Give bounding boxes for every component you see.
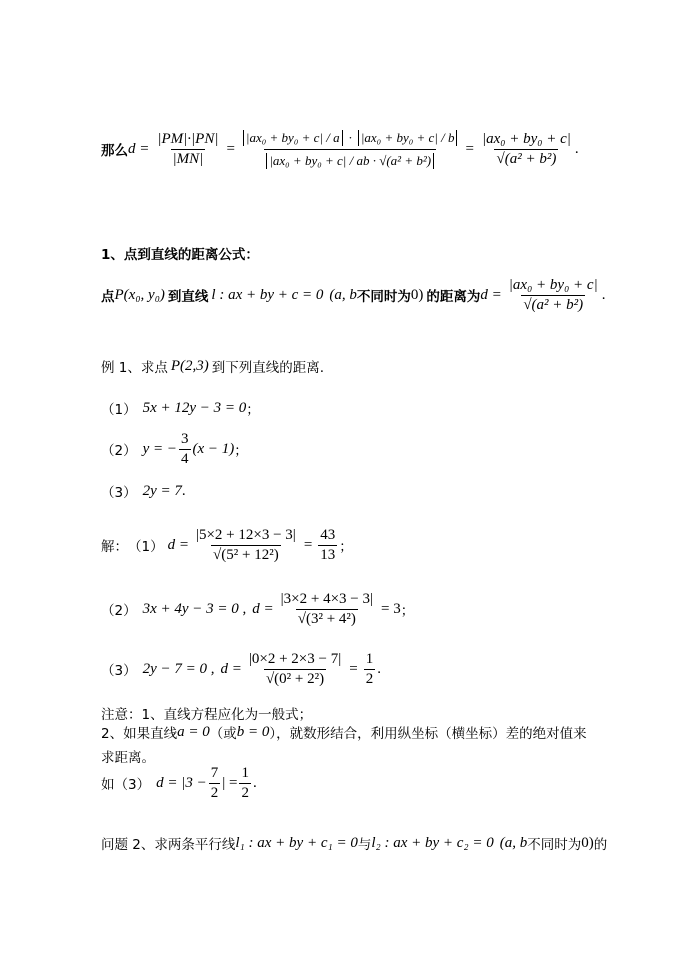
section1-heading: 1、点到直线的距离公式：	[101, 247, 259, 263]
point-p: P(x₀, y₀)	[114, 286, 165, 303]
example1-title: 例 1、求点 P(2,3) 到下列直线的距离.	[101, 357, 325, 376]
frac-pm-pn-over-mn: $\frac{|PM|\cdot|PN|}{|MN|}$	[157, 130, 219, 167]
derivation-prefix: 那么	[101, 143, 128, 159]
solution-item-3: （3） 2y − 7 = 0 , d = $\frac{|0\times 2 + 2\times 3 - 7|}{\text{√(0² + 2²)}}$ = $\frac{1}{2}$ .	[101, 650, 381, 687]
section1-statement: 点 P(x₀, y₀) 到直线 l : ax + by + c = 0 (a, b 不同时为 0) 的距离为 d = $\frac{\text{|ax₀ + by₀ + c|}}{\text{√(a² + b²)}}$ .	[101, 276, 606, 313]
frac-result: $\frac{\text{|ax₀ + by₀ + c|}}{\text{√(a² + b²)}}$	[481, 130, 571, 167]
example-item-2: （2） y = − $\frac{3}{4}$ (x − 1) ；	[101, 430, 248, 467]
example-item-3: （3） 2y = 7 .	[101, 482, 186, 501]
line-l: l : ax + by + c = 0	[211, 286, 324, 303]
note-line-1: 注意：1、直线方程应化为一般式；	[101, 707, 313, 723]
derivation-lhs: d =	[128, 140, 150, 157]
solution-item-2: （2） 3x + 4y − 3 = 0 , d = $\frac{|3\times 2 + 4\times 3 - 3|}{\text{√(3² + 4²)}}$ = 3 ；	[101, 590, 415, 627]
derivation-line: 那么 d = $\frac{|PM|\cdot|PN|}{|MN|}$ = |ax₀ + by₀ + c| / a · |ax₀ + by₀ + c| / b |ax₀ + by₀ + c| / ab · √(a² + b²) = $\frac{\text{|ax₀ + by₀ + c|}}{\text{√(a² + b²)}}$ .	[101, 129, 579, 168]
note-line-3: 求距离。	[101, 750, 155, 766]
solution-item-1: 解： （1） d = $\frac{|5\times 2 + 12\times 3 - 3|}{\text{√(5² + 12²)}}$ = $\frac{43}{13}$ ；	[101, 526, 353, 563]
note-line-4: 如（3） d = |3 − $\frac{7}{2}$ | = $\frac{1}{2}$ .	[101, 764, 257, 801]
problem2-line: 问题 2、求两条平行线 l₁ : ax + by + c₁ = 0 与 l₂ : ax + by + c₂ = 0 (a, b 不同时为 0) 的	[101, 834, 608, 853]
example-item-1: （1） 5x + 12y − 3 = 0 ；	[101, 399, 260, 418]
frac-big: |ax₀ + by₀ + c| / a · |ax₀ + by₀ + c| / b |ax₀ + by₀ + c| / ab · √(a² + b²)	[241, 130, 460, 169]
note-line-2: 2、如果直线 a = 0 （或 b = 0 ），就数形结合，利用纵坐标（横坐标）差的绝对值来	[101, 723, 587, 742]
distance-formula: $\frac{\text{|ax₀ + by₀ + c|}}{\text{√(a² + b²)}}$	[508, 276, 598, 313]
